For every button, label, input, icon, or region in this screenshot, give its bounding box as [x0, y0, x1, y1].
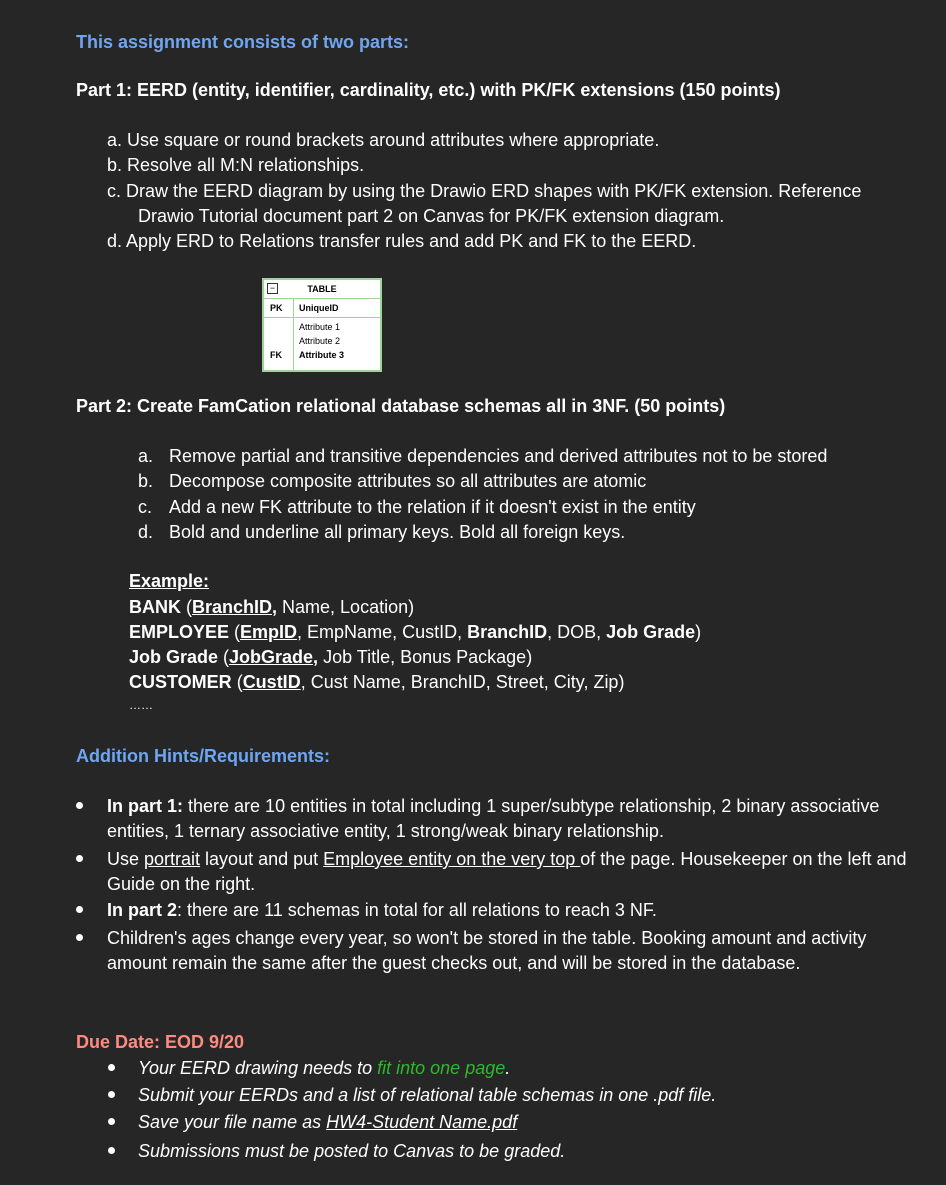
fk-attribute: Attribute 3: [299, 350, 344, 360]
collapse-icon: −: [267, 283, 278, 294]
list-item: Save your file name as HW4-Student Name.pdf: [138, 1112, 518, 1132]
list-item: Drawio Tutorial document part 2 on Canvas for PK/FK extension diagram.: [138, 206, 725, 226]
part2-heading: Part 2: Create FamCation relational database schemas all in 3NF. (50 points): [76, 396, 726, 416]
table-diagram: [262, 278, 382, 372]
list-item: Use portrait layout and put Employee entity on the very top of the page. Housekeeper on the left and Guide on the right.: [107, 849, 907, 894]
divider: [264, 317, 380, 318]
intro-heading: This assignment consists of two parts:: [76, 32, 410, 52]
list-item: Your EERD drawing needs to fit into one page.: [138, 1058, 511, 1078]
schema-attributes: Name, Location): [277, 597, 415, 617]
list-item: Add a new FK attribute to the relation if it doesn't exist in the entity: [169, 497, 696, 517]
bullet-icon: [108, 1064, 115, 1071]
list-item: In part 1: there are 10 entities in total including 1 super/subtype relationship, 2 binary associative entities, 1 ternary associative entity, 1 strong/weak binary relationship.: [107, 796, 880, 841]
list-letter: b.: [138, 471, 154, 491]
schema-attributes: , EmpName, CustID,: [297, 622, 468, 642]
schema-name: Job Grade: [129, 647, 219, 667]
bullet-icon: [108, 1118, 115, 1125]
foreign-key: Job Grade: [606, 622, 696, 642]
list-item: b. Resolve all M:N relationships.: [107, 155, 365, 175]
list-item: d. Apply ERD to Relations transfer rules and add PK and FK to the EERD.: [107, 231, 697, 251]
bullet-icon: [108, 1147, 115, 1154]
bullet-icon: [76, 855, 83, 862]
schema-attributes: Job Title, Bonus Package): [318, 647, 533, 667]
primary-key: BranchID,: [192, 597, 278, 617]
list-item: Decompose composite attributes so all attributes are atomic: [169, 471, 647, 491]
list-item: Remove partial and transitive dependencies and derived attributes not to be stored: [169, 446, 828, 466]
part1-heading: Part 1: EERD (entity, identifier, cardinality, etc.) with PK/FK extensions (150 points): [76, 80, 781, 100]
bullet-icon: [76, 906, 83, 913]
ellipsis: ……: [129, 698, 153, 712]
primary-key: JobGrade,: [229, 647, 319, 667]
list-letter: d.: [138, 522, 154, 542]
hints-heading: Addition Hints/Requirements:: [76, 746, 331, 766]
list-item: Children's ages change every year, so won't be stored in the table. Booking amount and activity amount remain the same after the guest checks out, and will be stored in the database.: [107, 928, 867, 973]
list-letter: c.: [138, 497, 153, 517]
example-label: Example:: [129, 571, 210, 591]
divider: [293, 298, 294, 370]
primary-key: EmpID: [240, 622, 298, 642]
attribute: Attribute 1: [299, 322, 341, 332]
pk-attribute: UniqueID: [299, 303, 339, 313]
schema-name: BANK: [129, 597, 181, 617]
bullet-icon: [76, 802, 83, 809]
bullet-icon: [108, 1091, 115, 1098]
bullet-icon: [76, 934, 83, 941]
attribute: Attribute 2: [299, 336, 341, 346]
schema-attributes: , DOB,: [547, 622, 607, 642]
schema-employee: EMPLOYEE (EmpID, EmpName, CustID, BranchID, DOB, Job Grade): [129, 622, 702, 642]
table-diagram-header: [264, 280, 380, 299]
pk-label: PK: [270, 303, 283, 313]
list-item: Bold and underline all primary keys. Bold all foreign keys.: [169, 522, 626, 542]
list-item: Submissions must be posted to Canvas to be graded.: [138, 1141, 566, 1161]
list-item: In part 2: there are 11 schemas in total for all relations to reach 3 NF.: [107, 900, 657, 920]
highlight-text: fit into one page: [377, 1058, 506, 1078]
due-date-heading: Due Date: EOD 9/20: [76, 1032, 245, 1052]
schema-attributes: , Cust Name, BranchID, Street, City, Zip): [300, 672, 625, 692]
table-diagram-title: TABLE: [307, 284, 337, 294]
schema-job-grade: Job Grade (JobGrade, Job Title, Bonus Package): [129, 647, 533, 667]
schema-name: CUSTOMER: [129, 672, 232, 692]
fk-label: FK: [270, 350, 282, 360]
file-name: HW4-Student Name.pdf: [326, 1112, 518, 1132]
list-item: c. Draw the EERD diagram by using the Drawio ERD shapes with PK/FK extension. Reference: [107, 181, 862, 201]
list-letter: a.: [138, 446, 154, 466]
list-item: Submit your EERDs and a list of relational table schemas in one .pdf file.: [138, 1085, 717, 1105]
primary-key: CustID: [242, 672, 301, 692]
schema-bank: BANK (BranchID, Name, Location): [129, 597, 415, 617]
schema-customer: CUSTOMER (CustID, Cust Name, BranchID, Street, City, Zip): [129, 672, 625, 692]
schema-name: EMPLOYEE: [129, 622, 230, 642]
foreign-key: BranchID: [467, 622, 548, 642]
list-item: a. Use square or round brackets around attributes where appropriate.: [107, 130, 660, 150]
